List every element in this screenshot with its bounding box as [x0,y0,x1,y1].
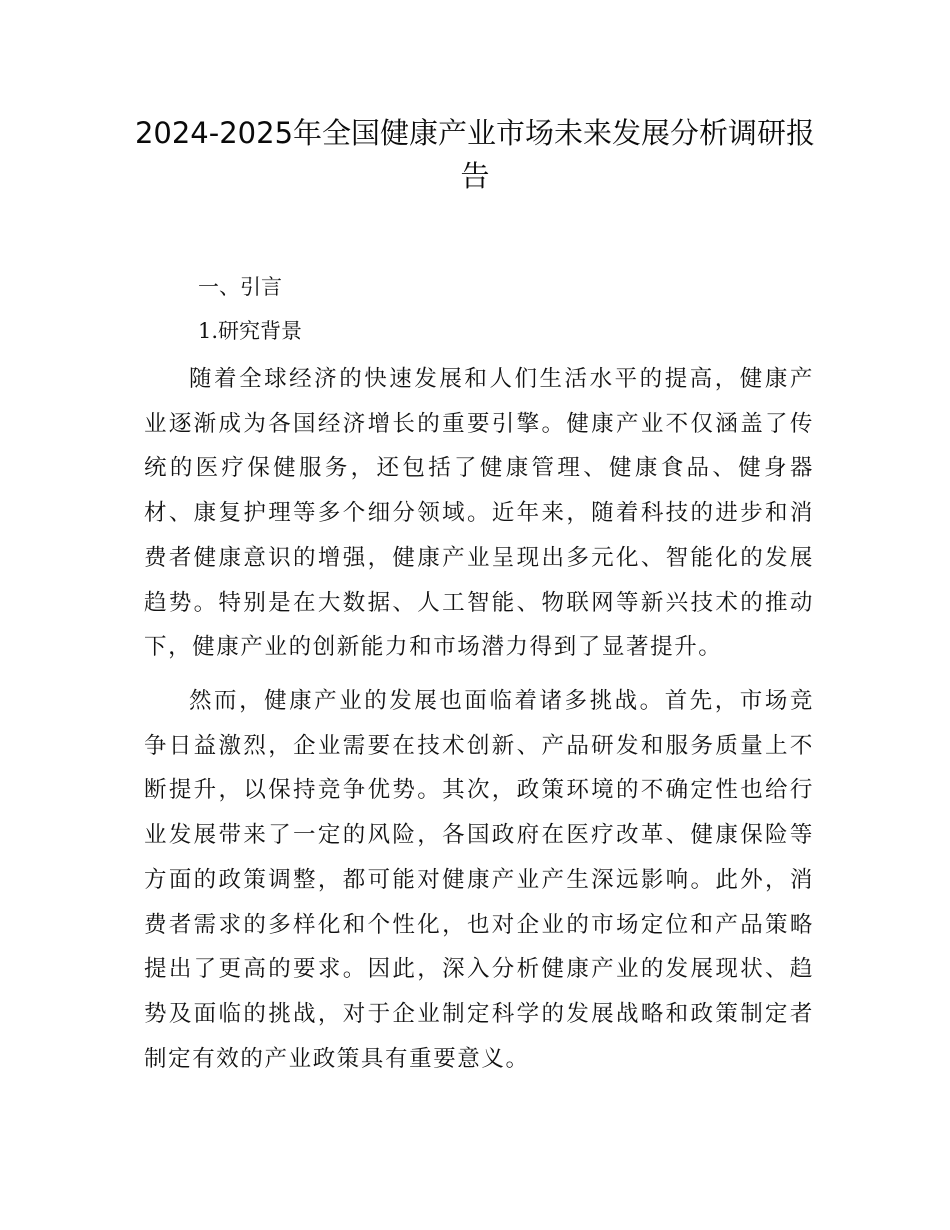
section-heading: 一、引言 [198,275,282,299]
subsection-heading: 1.研究背景 [198,319,303,343]
body-paragraph-1: 随着全球经济的快速发展和人们生活水平的提高，健康产业逐渐成为各国经济增长的重要引擎。健康产业不仅涵盖了传统的医疗保健服务，还包括了健康管理、健康食品、健身器材、康复护理等多个细分领域。近年来，随着科技的进步和消费者健康意识的增强，健康产业呈现出多元化、智能化的发展趋势。特别是在大数据、人工智能、物联网等新兴技术的推动下，健康产业的创新能力和市场潜力得到了显著提升。 [144,366,814,661]
body-paragraph-2: 然而，健康产业的发展也面临着诸多挑战。首先，市场竞争日益激烈，企业需要在技术创新、产品研发和服务质量上不断提升，以保持竞争优势。其次，政策环境的不确定性也给行业发展带来了一定的风险，各国政府在医疗改革、健康保险等方面的政策调整，都可能对健康产业产生深远影响。此外，消费者需求的多样化和个性化，也对企业的市场定位和产品策略提出了更高的要求。因此，深入分析健康产业的发展现状、趋势及面临的挑战，对于企业制定科学的发展战略和政策制定者制定有效的产业政策具有重要意义。 [144,688,814,1072]
document-title: 2024-2025年全国健康产业市场未来发展分析调研报告 [134,116,816,193]
